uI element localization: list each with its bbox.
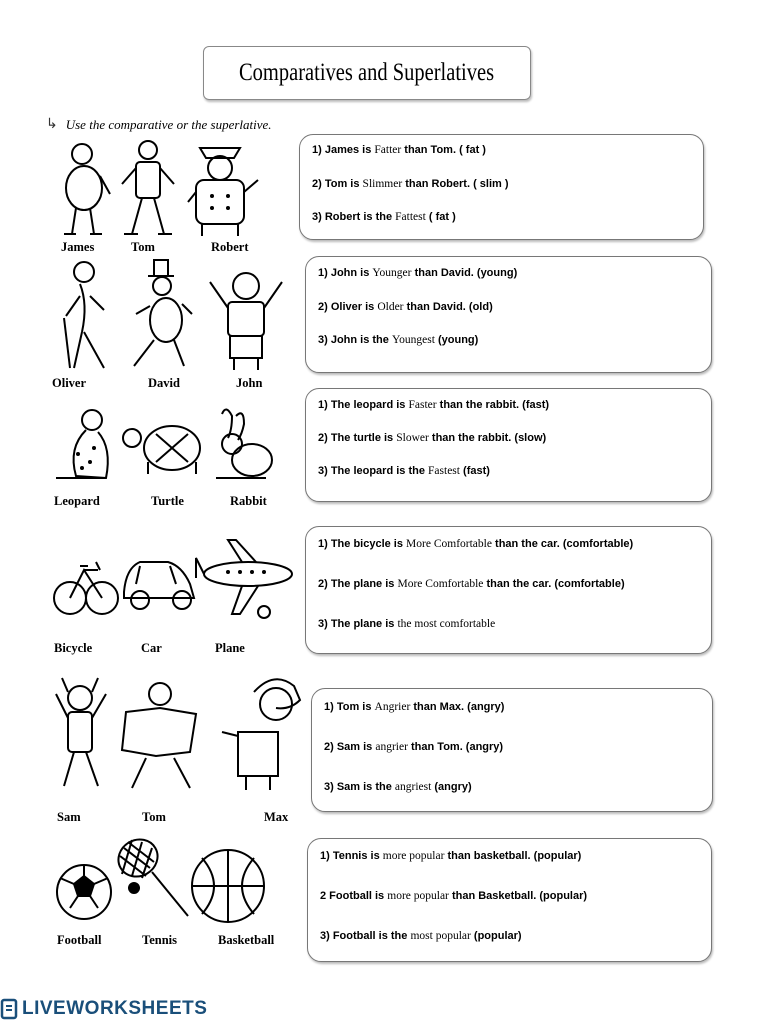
answer-input[interactable]: Faster	[408, 399, 437, 411]
answer-line: 2) The plane is More Comfortable than the car. (comfortable)	[318, 578, 625, 590]
liveworksheets-logo-text: LIVEWORKSHEETS	[22, 998, 208, 1019]
answer-box	[305, 526, 712, 654]
pointing-arrow-icon: ↳	[46, 117, 58, 132]
answer-line: 3) The plane is the most comfortable	[318, 618, 496, 630]
answer-line: 3) Robert is the Fattest ( fat )	[312, 211, 456, 223]
answer-box	[307, 838, 712, 962]
picture-label: Turtle	[151, 494, 184, 508]
liveworksheets-logo	[0, 998, 207, 1020]
answer-line: 1) James is Fatter than Tom. ( fat )	[312, 144, 486, 156]
worksheet-title-box	[203, 46, 531, 100]
picture-label: Tom	[131, 240, 155, 254]
answer-line: 2) The turtle is Slower than the rabbit. (slow)	[318, 432, 547, 444]
answer-input[interactable]: Slimmer	[362, 178, 403, 190]
answer-input[interactable]: Fastest	[428, 465, 460, 477]
picture-label: Robert	[211, 240, 249, 254]
picture-label: Car	[141, 641, 162, 655]
answer-line: 3) Sam is the angriest (angry)	[324, 781, 472, 793]
picture-label: John	[236, 376, 263, 390]
picture-label: Tom	[142, 810, 166, 824]
answer-input[interactable]: Fatter	[374, 144, 402, 156]
picture-label: Basketball	[218, 933, 275, 947]
answer-input[interactable]: Older	[377, 301, 404, 313]
answer-line: 1) The bicycle is More Comfortable than the car. (comfortable)	[318, 538, 634, 550]
answer-input[interactable]: Youngest	[391, 334, 435, 346]
picture-label: Oliver	[52, 376, 87, 390]
answer-line: 2) Sam is angrier than Tom. (angry)	[324, 741, 504, 753]
animals-picture	[46, 404, 276, 488]
instruction	[46, 116, 272, 133]
picture-label: Football	[57, 933, 102, 947]
picture-label: Sam	[57, 810, 81, 824]
picture-label: James	[61, 240, 95, 254]
worksheet-title: Comparatives and Superlatives	[239, 59, 495, 86]
picture-label: Rabbit	[230, 494, 267, 508]
answer-line: 3) The leopard is the Fastest (fast)	[318, 465, 490, 477]
answer-input[interactable]: the most comfortable	[397, 618, 496, 630]
answer-input[interactable]: Fattest	[395, 211, 426, 223]
answer-input[interactable]: Slower	[396, 432, 429, 444]
answer-line: 3) John is the Youngest (young)	[318, 334, 479, 346]
liveworksheets-logo-icon	[0, 998, 20, 1020]
angry-people-picture	[50, 672, 310, 798]
answer-input[interactable]: more popular	[387, 890, 449, 902]
answer-line: 2 Football is more popular than Basketball. (popular)	[320, 890, 588, 902]
answer-input[interactable]: angriest	[394, 781, 432, 793]
answer-line: 3) Football is the most popular (popular)	[320, 930, 522, 942]
answer-input[interactable]: Angrier	[374, 701, 411, 713]
answer-line: 1) John is Younger than David. (young)	[318, 267, 518, 279]
answer-box	[299, 134, 704, 240]
answer-box	[305, 388, 712, 502]
instruction-text: Use the comparative or the superlative.	[65, 116, 272, 132]
people-age-picture	[50, 256, 290, 376]
picture-label: Max	[264, 810, 289, 824]
answer-box	[305, 256, 712, 373]
vehicles-picture	[52, 522, 296, 632]
picture-label: Tennis	[142, 933, 177, 947]
people-fat-slim-picture	[50, 136, 272, 240]
sports-picture	[52, 836, 274, 926]
picture-label: Bicycle	[54, 641, 93, 655]
answer-line: 1) Tennis is more popular than basketball. (popular)	[320, 850, 582, 862]
answer-input[interactable]: most popular	[410, 930, 471, 942]
answer-input[interactable]: More Comfortable	[397, 578, 484, 590]
answer-line: 2) Tom is Slimmer than Robert. ( slim )	[312, 178, 509, 190]
answer-line: 1) The leopard is Faster than the rabbit. (fast)	[318, 399, 550, 411]
picture-label: David	[148, 376, 180, 390]
answer-input[interactable]: More Comfortable	[406, 538, 492, 550]
picture-label: Plane	[215, 641, 245, 655]
answer-line: 1) Tom is Angrier than Max. (angry)	[324, 701, 505, 713]
answer-line: 2) Oliver is Older than David. (old)	[318, 301, 493, 313]
picture-label: Leopard	[54, 494, 100, 508]
answer-input[interactable]: more popular	[382, 850, 445, 862]
answer-box	[311, 688, 713, 812]
answer-input[interactable]: angrier	[375, 741, 408, 753]
answer-input[interactable]: Younger	[372, 267, 412, 279]
